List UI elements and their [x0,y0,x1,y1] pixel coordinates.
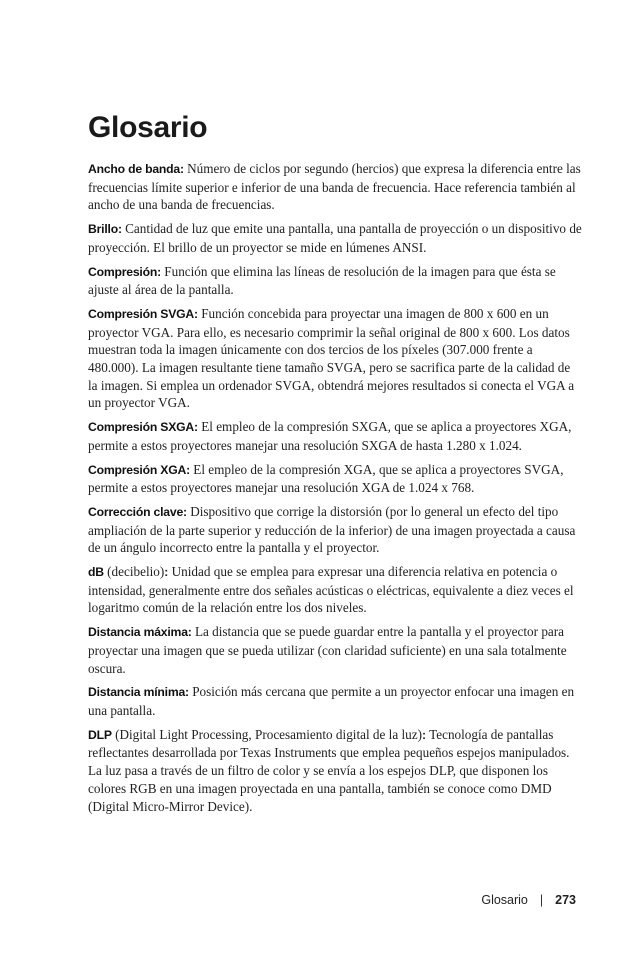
entry-definition: Número de ciclos por segundo (hercios) que expresa la diferencia entre las frecuencias límite superior e inferior de una banda de frecuencia. Hace referencia también al ancho de una banda de frecuencias. [88,161,581,213]
glossary-entry [88,160,582,214]
page-footer [481,893,576,907]
glossary-entry [88,563,582,617]
glossary-entry [88,418,582,454]
entry-term: Compresión SVGA: [88,306,198,321]
entry-term: DLP [88,727,112,742]
entry-definition: Función concebida para proyectar una imagen de 800 x 600 en un proyector VGA. Para ello, es necesario comprimir la señal original de 800 x 600. Los datos muestran toda la imagen únicamente con dos tercios de los píxeles (307.000 frente a 480.000). La imagen resultante tiene tamaño SVGA, pero se sacrifica parte de la calidad de la imagen. Si emplea un ordenador SVGA, obtendrá mejores resultados si conecta el VGA a un proyector VGA. [88,305,575,411]
glossary-entry [88,461,582,497]
entry-term-note: (decibelio) [107,564,165,580]
entry-definition: Dispositivo que corrige la distorsión (por lo general un efecto del tipo ampliación de la parte superior y reducción de la inferior) de una imagen proyectada a causa de un ángulo incorrecto entre la pantalla y el proyector. [88,503,576,556]
glossary-entry [88,220,582,256]
entry-term: Distancia máxima: [88,625,192,640]
entry-definition: Cantidad de luz que emite una pantalla, una pantalla de proyección o un dispositivo de proyección. El brillo de un proyector se mide en lúmenes ANSI. [88,221,582,255]
entry-term: Ancho de banda: [88,162,184,176]
glossary-entry [88,503,582,557]
glossary-entries [88,160,582,821]
entry-definition: El empleo de la compresión SXGA, que se aplica a proyectores XGA, permite a estos proyectores manejar una resolución SXGA de hasta 1.280 x 1.024. [88,419,572,453]
page-number: 273 [555,893,576,907]
footer-section-name: Glosario [481,893,528,907]
glossary-entry [88,263,582,299]
entry-definition: Unidad que se emplea para expresar una diferencia relativa en potencia o intensidad, generalmente entre dos señales acústicas o eléctricas, equivalente a diez veces el logaritmo común de la relación entre los dos niveles. [88,564,574,616]
footer-separator: | [539,893,544,907]
glossary-entry [88,683,582,719]
entry-term-note: (Digital Light Processing, Procesamiento digital de la luz) [115,726,422,742]
entry-term: Corrección clave: [88,504,187,519]
entry-term: dB [88,565,104,580]
entry-definition: El empleo de la compresión XGA, que se aplica a proyectores SVGA, permite a estos proyectores manejar una resolución XGA de 1.024 x 768. [88,461,564,496]
entry-term: Brillo: [88,222,122,237]
entry-term: Compresión SXGA: [88,420,198,435]
entry-colon: : [164,565,169,580]
page-title: Glosario [88,111,208,144]
entry-definition: Función que elimina las líneas de resolución de la imagen para que ésta se ajuste al área de la pantalla. [88,263,556,298]
glossary-entry [88,623,582,677]
entry-definition: Tecnología de pantallas reflectantes desarrollada por Texas Instruments que emplea pequeños espejos manipulados. La luz pasa a través de un filtro de color y se envía a los espejos DLP, que disponen los colores RGB en una imagen proyectada en una pantalla, también se conoce como DMD (Digital Micro-Mirror Device). [88,726,570,814]
glossary-entry [88,305,582,412]
entry-term: Compresión: [88,264,161,279]
entry-term: Distancia mínima: [88,685,189,700]
entry-definition: Posición más cercana que permite a un proyector enfocar una imagen en una pantalla. [88,684,575,718]
entry-term: Compresión XGA: [88,462,190,477]
entry-colon: : [421,727,427,742]
entry-definition: La distancia que se puede guardar entre la pantalla y el proyector para proyectar una imagen que se pueda utilizar (con claridad suficiente) en una sala totalmente oscura. [88,624,567,676]
glossary-entry [88,726,582,816]
